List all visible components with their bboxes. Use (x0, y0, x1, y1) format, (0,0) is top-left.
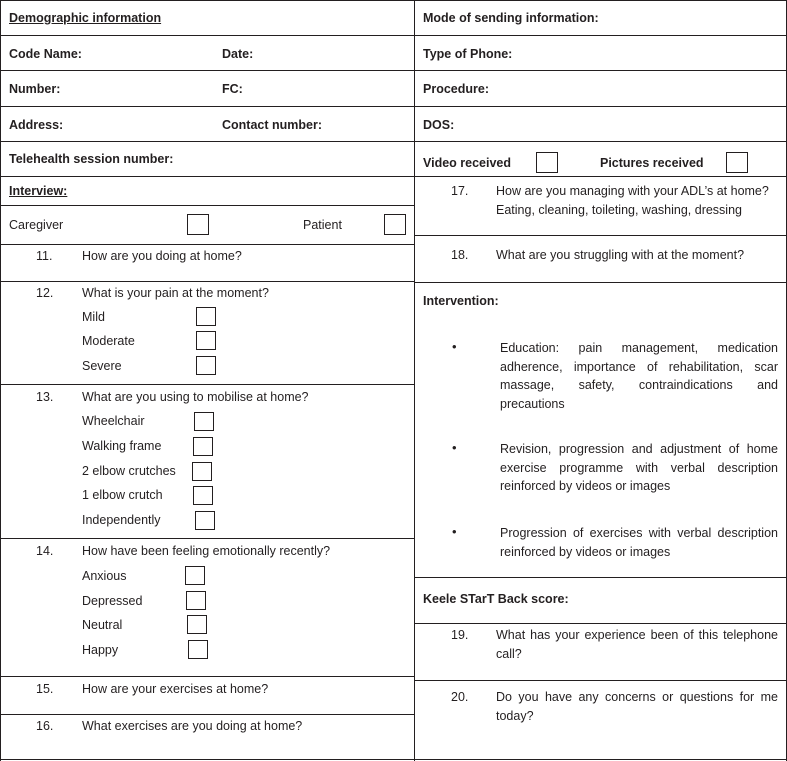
pictures-received-label: Pictures received (600, 156, 704, 170)
q17-line1: How are you managing with your ADL’s at home? (496, 184, 769, 198)
demographic-title: Demographic information (9, 11, 162, 25)
q13-checkbox-independently[interactable] (195, 511, 215, 530)
mode-title: Mode of sending information: (423, 11, 599, 25)
q12-text: What is your pain at the moment? (82, 286, 269, 300)
q12-option-mild: Mild (82, 310, 105, 324)
q16-text: What exercises are you doing at home? (82, 719, 303, 733)
q11-number: 11. (36, 249, 53, 263)
q13-option-wheelchair: Wheelchair (82, 414, 145, 428)
video-received-checkbox[interactable] (536, 152, 558, 173)
q11-text: How are you doing at home? (82, 249, 242, 263)
q13-checkbox-wheelchair[interactable] (194, 412, 214, 431)
q14-text: How have been feeling emotionally recently? (82, 544, 331, 558)
video-received-label: Video received (423, 156, 512, 170)
row-divider (414, 577, 787, 578)
border-left (0, 0, 1, 761)
row-divider (0, 35, 787, 36)
row-divider (0, 538, 415, 539)
q14-option-happy: Happy (82, 643, 119, 657)
q14-number: 14. (36, 544, 54, 558)
q13-checkbox-2-elbow-crutches[interactable] (192, 462, 212, 481)
q14-checkbox-neutral[interactable] (187, 615, 207, 634)
q18-text: What are you struggling with at the moment? (496, 248, 745, 262)
keele-title: Keele STarT Back score: (423, 592, 569, 606)
column-divider (414, 0, 415, 761)
q13-checkbox-1-elbow-crutch[interactable] (193, 486, 213, 505)
q12-checkbox-severe[interactable] (196, 356, 216, 375)
patient-checkbox[interactable] (384, 214, 406, 235)
row-divider (414, 282, 787, 283)
q13-checkbox-walking-frame[interactable] (193, 437, 213, 456)
fc-label: FC: (222, 82, 243, 96)
interview-title: Interview: (9, 184, 68, 198)
border-bottom (0, 759, 787, 760)
q17-line2: Eating, cleaning, toileting, washing, dressing (496, 203, 742, 217)
bullet-marker: • (452, 524, 457, 539)
q16-number: 16. (36, 719, 54, 733)
q19-number: 19. (451, 628, 469, 642)
number-label: Number: (9, 82, 61, 96)
q14-checkbox-happy[interactable] (188, 640, 208, 659)
q14-option-anxious: Anxious (82, 569, 127, 583)
q12-checkbox-mild[interactable] (196, 307, 216, 326)
row-divider (0, 70, 787, 71)
pictures-received-checkbox[interactable] (726, 152, 748, 173)
dos-label: DOS: (423, 118, 455, 132)
intervention-bullet-3: Progression of exercises with verbal description reinforced by videos or images (500, 526, 778, 559)
address-label: Address: (9, 118, 64, 132)
row-divider (0, 244, 415, 245)
row-divider (414, 680, 787, 681)
q12-option-moderate: Moderate (82, 334, 135, 348)
row-divider (414, 235, 787, 236)
q14-option-neutral: Neutral (82, 618, 123, 632)
date-label: Date: (222, 47, 254, 61)
row-divider (0, 205, 415, 206)
q18-number: 18. (451, 248, 469, 262)
q12-checkbox-moderate[interactable] (196, 331, 216, 350)
q20-text: Do you have any concerns or questions for me today? (496, 690, 778, 723)
row-divider (0, 141, 787, 142)
q12-number: 12. (36, 286, 54, 300)
q14-option-depressed: Depressed (82, 594, 143, 608)
row-divider (0, 714, 415, 715)
q13-option-walking-frame: Walking frame (82, 439, 162, 453)
row-divider (0, 676, 415, 677)
row-divider (414, 623, 787, 624)
q15-number: 15. (36, 682, 54, 696)
intervention-bullet-1: Education: pain management, medication adherence, importance of rehabilitation, scar massage, safety, contraindications and precautions (500, 341, 778, 411)
q13-option-independently: Independently (82, 513, 161, 527)
row-divider (0, 384, 415, 385)
caregiver-label: Caregiver (9, 218, 64, 232)
q13-option-1-elbow-crutch: 1 elbow crutch (82, 488, 163, 502)
contact-number-label: Contact number: (222, 118, 322, 132)
row-divider (0, 281, 415, 282)
q17-number: 17. (451, 184, 469, 198)
caregiver-checkbox[interactable] (187, 214, 209, 235)
row-divider (0, 106, 787, 107)
q13-text: What are you using to mobilise at home? (82, 390, 309, 404)
q14-checkbox-anxious[interactable] (185, 566, 205, 585)
procedure-label: Procedure: (423, 82, 489, 96)
q13-option-2-elbow-crutches: 2 elbow crutches (82, 464, 176, 478)
intervention-bullet-2: Revision, progression and adjustment of home exercise programme with verbal description reinforced by videos or images (500, 442, 778, 494)
bullet-marker: • (452, 339, 457, 354)
patient-label: Patient (303, 218, 342, 232)
row-divider (0, 176, 787, 177)
q12-option-severe: Severe (82, 359, 122, 373)
q14-checkbox-depressed[interactable] (186, 591, 206, 610)
border-top (0, 0, 787, 1)
q19-text: What has your experience been of this telephone call? (496, 628, 778, 661)
bullet-marker: • (452, 440, 457, 455)
q15-text: How are your exercises at home? (82, 682, 269, 696)
q13-number: 13. (36, 390, 54, 404)
session-number-label: Telehealth session number: (9, 152, 174, 166)
type-of-phone-label: Type of Phone: (423, 47, 513, 61)
intervention-title: Intervention: (423, 294, 499, 308)
q20-number: 20. (451, 690, 469, 704)
code-name-label: Code Name: (9, 47, 82, 61)
